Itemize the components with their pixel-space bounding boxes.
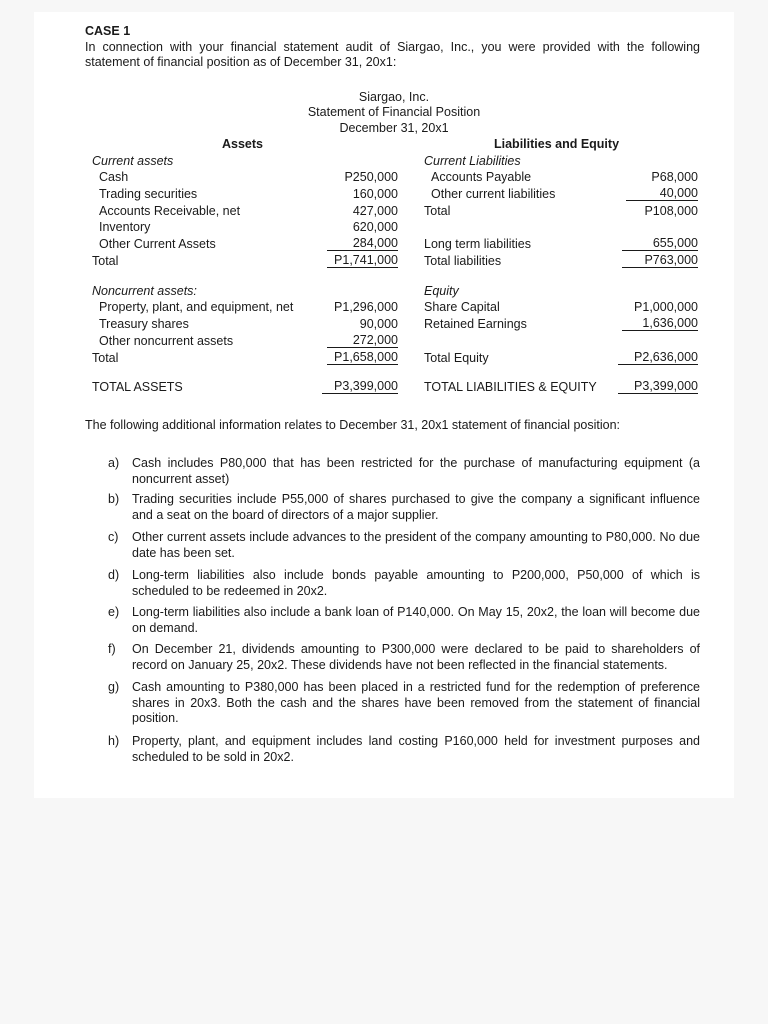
treasury-shares-label: Treasury shares xyxy=(99,317,189,331)
total-assets-label: TOTAL ASSETS xyxy=(92,380,183,394)
accounts-payable-value: P68,000 xyxy=(651,170,698,184)
long-term-liabilities-label: Long term liabilities xyxy=(424,237,531,251)
item-h-text: Property, plant, and equipment includes land costing P160,000 held for investment purposes and scheduled to be sold in 20x2. xyxy=(132,734,700,764)
trading-securities-value: 160,000 xyxy=(352,187,398,201)
item-e-text: Long-term liabilities also include a bank loan of P140,000. On May 15, 20x2, the loan will become due on demand. xyxy=(132,605,700,635)
current-assets-total-value: P1,741,000 xyxy=(327,254,398,268)
current-liabilities-total-value: P108,000 xyxy=(644,204,698,218)
noncurrent-assets-label: Noncurrent assets: xyxy=(92,284,197,298)
long-term-liabilities-value: 655,000 xyxy=(622,237,698,251)
current-liabilities-total-label: Total xyxy=(424,204,451,218)
liabilities-equity-header: Liabilities and Equity xyxy=(494,137,620,151)
other-current-liabilities-label: Other current liabilities xyxy=(431,187,556,201)
current-assets-total-label: Total xyxy=(92,254,119,268)
item-a-letter: a) xyxy=(108,456,120,470)
inventory-label: Inventory xyxy=(99,220,151,234)
item-d-letter: d) xyxy=(108,568,120,582)
other-noncurrent-assets-value: 272,000 xyxy=(327,334,398,348)
share-capital-label: Share Capital xyxy=(424,300,500,314)
item-f-letter: f) xyxy=(108,642,116,656)
accounts-receivable-value: 427,000 xyxy=(352,204,398,218)
case-title: CASE 1 xyxy=(85,24,131,38)
item-b-letter: b) xyxy=(108,492,120,506)
item-e-letter: e) xyxy=(108,605,120,619)
retained-earnings-value: 1,636,000 xyxy=(622,317,698,331)
intro-paragraph: In connection with your financial statement audit of Siargao, Inc., you were provided with the following statement of financial position as of December 31, 20x1: xyxy=(85,40,700,69)
item-g-letter: g) xyxy=(108,680,120,694)
item-c-text: Other current assets include advances to the president of the company amounting to P80,000. No due date has been set. xyxy=(132,530,700,560)
inventory-value: 620,000 xyxy=(352,220,398,234)
retained-earnings-label: Retained Earnings xyxy=(424,317,527,331)
assets-header: Assets xyxy=(222,137,263,151)
equity-label: Equity xyxy=(424,284,459,298)
statement-title: Statement of Financial Position xyxy=(307,105,481,119)
item-g-text: Cash amounting to P380,000 has been placed in a restricted fund for the redemption of preference shares in 20x3. Both the cash and the shares have been removed from the statement of financial position. xyxy=(132,680,700,725)
accounts-receivable-label: Accounts Receivable, net xyxy=(99,204,241,218)
total-equity-value: P2,636,000 xyxy=(618,351,698,365)
total-equity-label: Total Equity xyxy=(424,351,489,365)
noncurrent-assets-total-value: P1,658,000 xyxy=(327,351,398,365)
item-a-text: Cash includes P80,000 that has been restricted for the purchase of manufacturing equipment (a noncurrent asset) xyxy=(132,456,700,486)
item-d-text: Long-term liabilities also include bonds payable amounting to P200,000, P50,000 of which is scheduled to be redeemed in 20x2. xyxy=(132,568,700,598)
other-noncurrent-assets-label: Other noncurrent assets xyxy=(99,334,234,348)
item-f-text: On December 21, dividends amounting to P300,000 were declared to be paid to shareholders of record on January 25, 20x2. These dividends have not been reflected in the financial statements. xyxy=(132,642,700,672)
total-assets-value: P3,399,000 xyxy=(322,380,398,394)
company-name: Siargao, Inc. xyxy=(358,90,430,104)
accounts-payable-label: Accounts Payable xyxy=(431,170,532,184)
other-current-liabilities-value: 40,000 xyxy=(626,187,698,201)
cash-value: P250,000 xyxy=(344,170,398,184)
ppe-value: P1,296,000 xyxy=(334,300,398,314)
total-liabilities-equity-value: P3,399,000 xyxy=(618,380,698,394)
total-liabilities-value: P763,000 xyxy=(622,254,698,268)
current-assets-label: Current assets xyxy=(92,154,174,168)
total-liabilities-label: Total liabilities xyxy=(424,254,502,268)
share-capital-value: P1,000,000 xyxy=(634,300,698,314)
treasury-shares-value: 90,000 xyxy=(359,317,398,331)
item-h-letter: h) xyxy=(108,734,120,748)
ppe-label: Property, plant, and equipment, net xyxy=(99,300,294,314)
item-c-letter: c) xyxy=(108,530,119,544)
item-b-text: Trading securities include P55,000 of shares purchased to give the company a significant influence and a seat on the board of directors of a major supplier. xyxy=(132,492,700,522)
cash-label: Cash xyxy=(99,170,129,184)
noncurrent-assets-total-label: Total xyxy=(92,351,119,365)
trading-securities-label: Trading securities xyxy=(99,187,198,201)
total-liabilities-equity-label: TOTAL LIABILITIES & EQUITY xyxy=(424,380,597,394)
additional-info-intro: The following additional information relates to December 31, 20x1 statement of financial position: xyxy=(85,418,621,432)
current-liabilities-label: Current Liabilities xyxy=(424,154,521,168)
other-current-assets-value: 284,000 xyxy=(327,237,398,251)
other-current-assets-label: Other Current Assets xyxy=(99,237,216,251)
statement-date: December 31, 20x1 xyxy=(339,121,449,135)
